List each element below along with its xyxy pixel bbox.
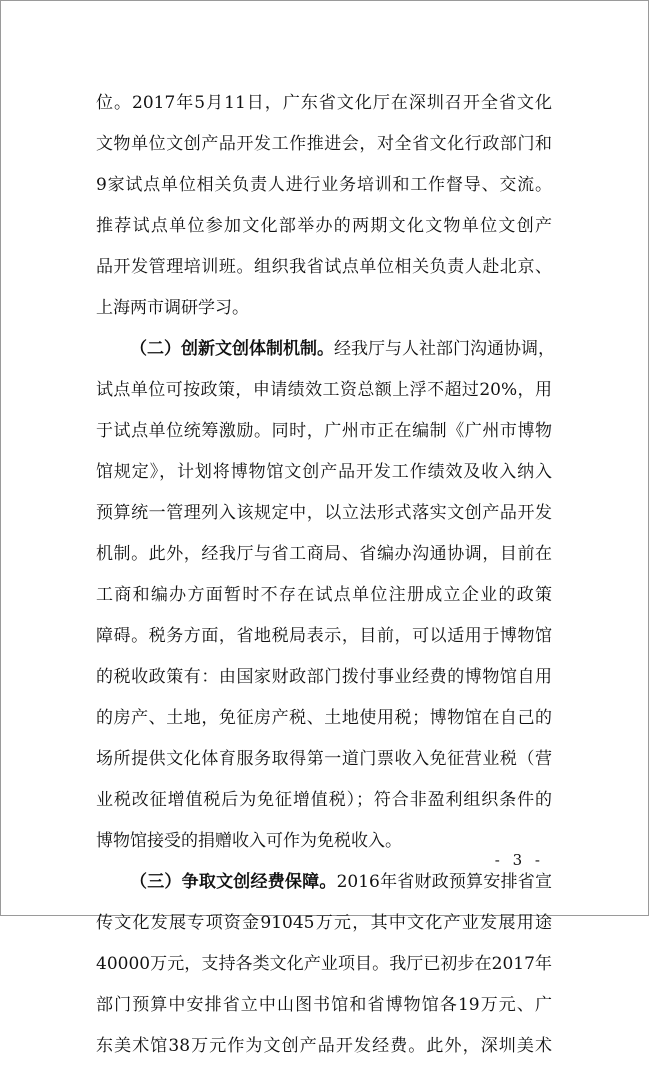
text-line: 文物单位文创产品开发工作推进会，对全省文化行政部门和 [96,134,552,154]
text-line: 预算统一管理列入该规定中，以立法形式落实文创产品开发 [96,503,552,523]
text-line: 东美术馆38万元作为文创产品开发经费。此外，深圳美术 [96,1036,552,1056]
section-3-first-line [96,862,552,903]
text-line: 障碍。税务方面，省地税局表示，目前，可以适用于博物馆 [96,626,552,646]
text-line: 博物馆接受的捐赠收入可作为免税收入。 [96,831,402,851]
text-line: 上海两市调研学习。 [96,298,249,318]
text-line: 馆规定》，计划将博物馆文创产品开发工作绩效及收入纳入 [96,462,552,482]
text-line: 传文化发展专项资金91045万元，其中文化产业发展用途 [96,913,552,933]
text-line: 的税收政策有：由国家财政部门拨付事业经费的博物馆自用 [96,667,552,687]
text-line: 业税改征增值税后为免征增值税）；符合非盈利组织条件的 [96,790,552,810]
text-line: 位。2017年5月11日，广东省文化厅在深圳召开全省文化 [96,93,552,113]
text-line: 场所提供文化体育服务取得第一道门票收入免征营业税（营 [96,749,552,769]
text-line: 9家试点单位相关负责人进行业务培训和工作督导、交流。 [96,175,552,195]
text-line: 的房产、土地，免征房产税、土地使用税；博物馆在自己的 [96,708,552,728]
text-line: 于试点单位统筹激励。同时，广州市正在编制《广州市博物 [96,421,552,441]
section-2-first-line [96,329,555,370]
text-line: 品开发管理培训班。组织我省试点单位相关负责人赴北京、 [96,257,552,277]
section-2-first-line-text: 经我厅与人社部门沟通协调， [334,339,555,359]
text-line: 试点单位可按政策，申请绩效工资总额上浮不超过20%，用 [96,380,552,400]
text-line: 40000万元，支持各类文化产业项目。我厅已初步在2017年 [96,954,552,974]
text-line: 部门预算中安排省立中山图书馆和省博物馆各19万元、广 [96,995,552,1015]
section-3-heading: （三）争取文创经费保障。 [130,872,337,892]
page-number: - 3 - [494,851,544,869]
text-line: 工商和编办方面暂时不存在试点单位注册成立企业的政策 [96,585,552,605]
document-body [96,83,555,1067]
section-2-heading: （二）创新文创体制机制。 [130,339,334,359]
section-3-first-line-text: 2016年省财政预算安排省宣 [336,872,553,892]
text-line: 推荐试点单位参加文化部举办的两期文化文物单位文创产 [96,216,552,236]
text-line: 机制。此外，经我厅与省工商局、省编办沟通协调，目前在 [96,544,552,564]
